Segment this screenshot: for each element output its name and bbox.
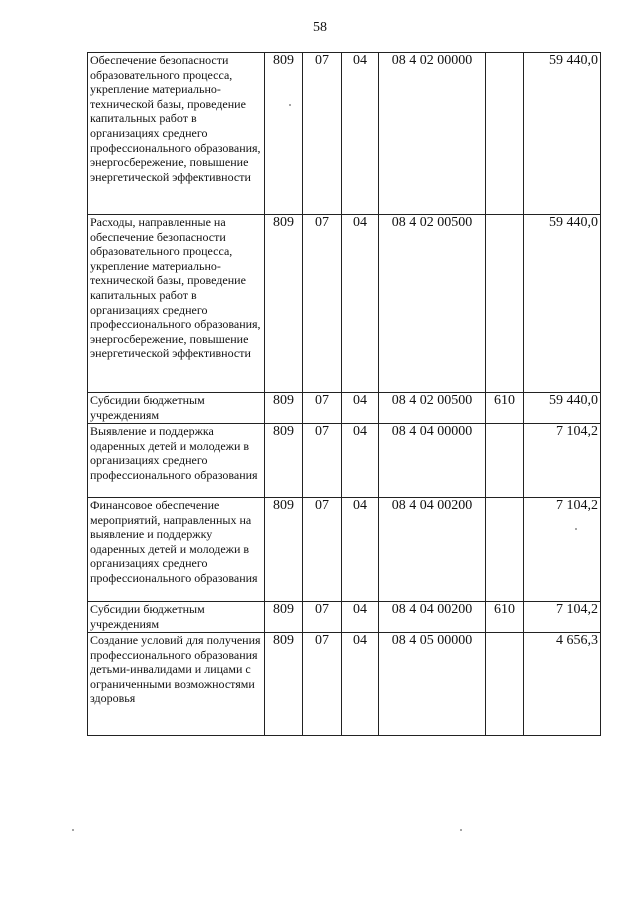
expense-type-cell	[486, 215, 524, 393]
scan-speck	[575, 528, 577, 530]
subsection-code-cell: 04	[342, 215, 379, 393]
amount-cell: 59 440,0	[524, 215, 601, 393]
row-description: Создание условий для получения профессионального образования детьми-инвалидами и лицами с ограниченными возможностями здоровья	[88, 633, 265, 736]
ministry-code-cell: 809	[265, 602, 303, 633]
expense-type-cell	[486, 498, 524, 602]
scan-speck	[72, 829, 74, 831]
expense-type-cell: 610	[486, 393, 524, 424]
target-article-cell: 08 4 02 00500	[379, 393, 486, 424]
subsection-code-cell: 04	[342, 498, 379, 602]
amount-cell: 4 656,3	[524, 633, 601, 736]
section-code-cell: 07	[303, 393, 342, 424]
ministry-code-cell: 809	[265, 424, 303, 498]
expense-type-cell	[486, 53, 524, 215]
budget-table	[87, 52, 601, 736]
ministry-code-cell: 809	[265, 53, 303, 215]
ministry-code-cell: 809	[265, 215, 303, 393]
table-row	[88, 215, 601, 393]
scan-speck	[289, 104, 291, 106]
target-article-cell: 08 4 02 00500	[379, 215, 486, 393]
target-article-cell: 08 4 04 00200	[379, 602, 486, 633]
subsection-code-cell: 04	[342, 393, 379, 424]
amount-cell: 7 104,2	[524, 498, 601, 602]
section-code-cell: 07	[303, 424, 342, 498]
expense-type-cell: 610	[486, 602, 524, 633]
amount-cell: 7 104,2	[524, 602, 601, 633]
subsection-code-cell: 04	[342, 53, 379, 215]
table-row	[88, 498, 601, 602]
table-row	[88, 424, 601, 498]
row-description: Выявление и поддержка одаренных детей и молодежи в организациях среднего профессионального образования	[88, 424, 265, 498]
ministry-code-cell: 809	[265, 393, 303, 424]
amount-cell: 7 104,2	[524, 424, 601, 498]
section-code-cell: 07	[303, 498, 342, 602]
subsection-code-cell: 04	[342, 424, 379, 498]
section-code-cell: 07	[303, 602, 342, 633]
page-number: 58	[313, 20, 327, 35]
target-article-cell: 08 4 04 00000	[379, 424, 486, 498]
amount-cell: 59 440,0	[524, 53, 601, 215]
row-description: Субсидии бюджетным учреждениям	[88, 602, 265, 633]
row-description: Обеспечение безопасности образовательного процесса, укрепление материально-технической базы, проведение капитальных работ в организациях среднего профессионального образования, энергосбережение, повышение энергетической эффективности	[88, 53, 265, 215]
expense-type-cell	[486, 633, 524, 736]
table-row	[88, 393, 601, 424]
section-code-cell: 07	[303, 53, 342, 215]
row-description: Финансовое обеспечение мероприятий, направленных на выявление и поддержку одаренных детей и молодежи в организациях среднего профессионального образования	[88, 498, 265, 602]
ministry-code-cell: 809	[265, 633, 303, 736]
row-description: Субсидии бюджетным учреждениям	[88, 393, 265, 424]
target-article-cell: 08 4 02 00000	[379, 53, 486, 215]
table-row	[88, 53, 601, 215]
table-row	[88, 633, 601, 736]
section-code-cell: 07	[303, 633, 342, 736]
row-description: Расходы, направленные на обеспечение безопасности образовательного процесса, укрепление материально-технической базы, проведение капитальных работ в организациях среднего профессионального образования, энергосбережение, повышение энергетической эффективности	[88, 215, 265, 393]
ministry-code-cell: 809	[265, 498, 303, 602]
target-article-cell: 08 4 05 00000	[379, 633, 486, 736]
target-article-cell: 08 4 04 00200	[379, 498, 486, 602]
amount-cell: 59 440,0	[524, 393, 601, 424]
section-code-cell: 07	[303, 215, 342, 393]
table-row	[88, 602, 601, 633]
subsection-code-cell: 04	[342, 633, 379, 736]
scan-speck	[460, 829, 462, 831]
subsection-code-cell: 04	[342, 602, 379, 633]
expense-type-cell	[486, 424, 524, 498]
